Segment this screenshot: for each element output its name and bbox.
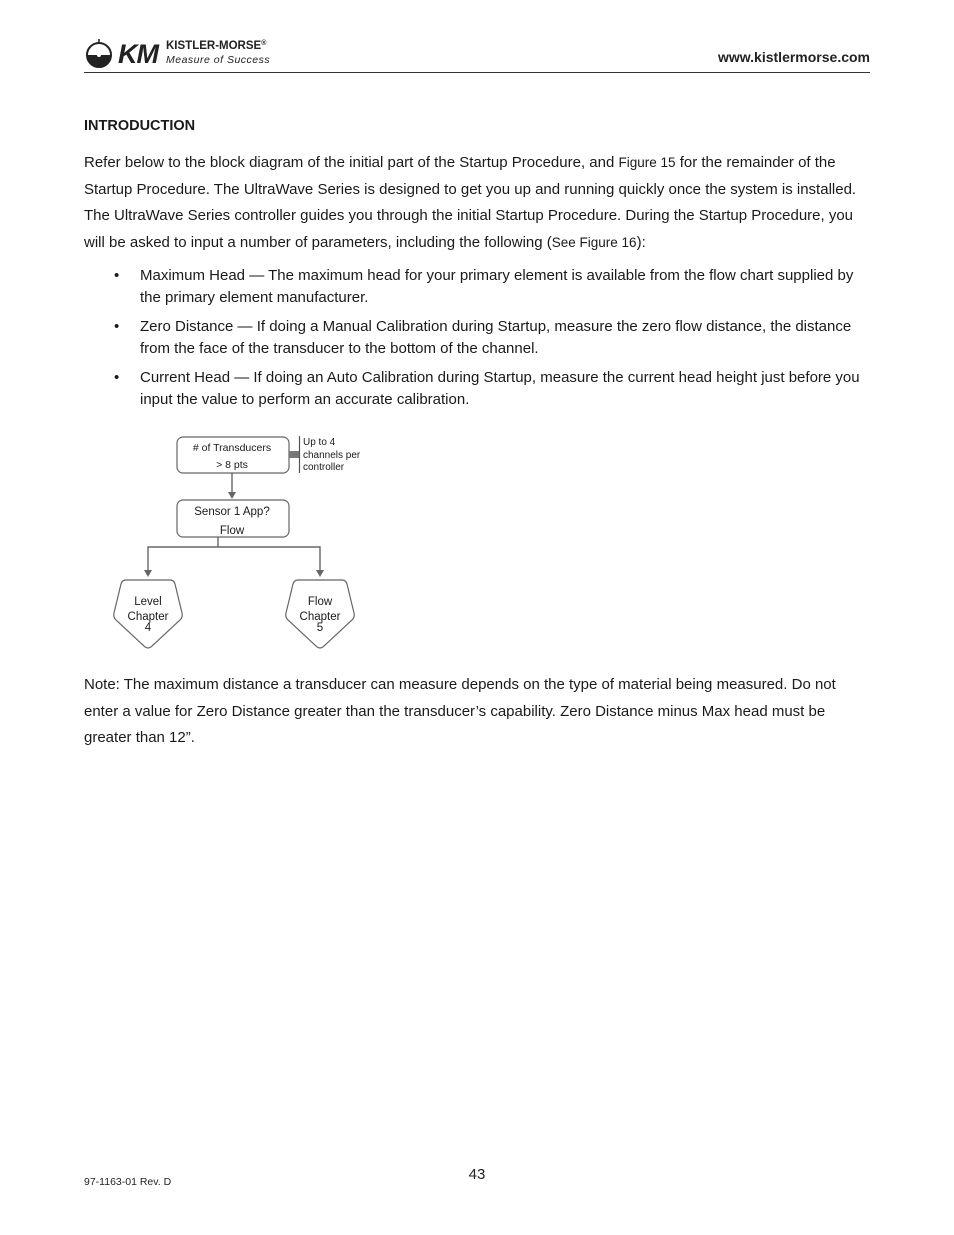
figure-15-reference: Figure 15	[618, 155, 676, 170]
intro-text-1: Refer below to the block diagram of the initial part of the Startup Procedure, and	[84, 154, 619, 171]
registered-mark: ®	[261, 40, 267, 47]
company-logo	[84, 36, 284, 70]
list-item-text: Zero Distance — If doing a Manual Calibration during Startup, measure the zero flow distance, the distance from the face of the transducer to the bottom of the channel.	[140, 318, 852, 357]
startup-block-diagram	[84, 432, 404, 657]
flow-chapter-line-2: Chapter	[299, 611, 341, 623]
list-item-text: Maximum Head — The maximum head for your primary element is available from the flow chart supplied by the primary element manufacturer.	[140, 267, 854, 306]
level-chapter-line-1: Level	[134, 596, 162, 608]
side-note-line-3: controller	[303, 462, 345, 473]
flow-chapter-line-3: 5	[316, 622, 324, 634]
list-item	[114, 367, 870, 411]
section-title: INTRODUCTION	[84, 118, 196, 134]
logo-gauge-icon	[84, 38, 114, 68]
parameter-list	[84, 265, 870, 411]
list-item-text: Current Head — If doing an Auto Calibration during Startup, measure the current head height just before you input the value to perform an accurate calibration.	[140, 369, 860, 408]
level-chapter-line-3: 4	[144, 622, 152, 634]
side-note-connector	[289, 451, 299, 458]
flow-chapter-line-1: Flow	[307, 596, 333, 608]
transducers-box-value: > 8 pts	[216, 459, 248, 471]
logo-tagline: Measure of Success	[166, 54, 271, 66]
level-chapter-line-2: Chapter	[127, 611, 169, 623]
document-number: 97-1163-01 Rev. D	[84, 1176, 172, 1188]
arrow-head-icon	[316, 570, 324, 577]
page-header	[84, 34, 870, 73]
figure-16-reference: See Figure 16	[551, 234, 637, 250]
arrow-head-icon	[228, 492, 236, 499]
list-item	[114, 265, 870, 309]
arrow-head-icon	[144, 570, 152, 577]
intro-text-2: for the remainder of the Startup Procedure. The UltraWave Series is designed to get you up and running quickly once the system is installed. The UltraWave Series controller guides you through the initial Startup Procedure. During the Startup Procedure, you will be asked to input a number of parameters, including the following (	[84, 154, 857, 251]
bullet-symbol: •	[114, 267, 120, 284]
sensor-app-box-value: Flow	[219, 525, 245, 537]
bullet-symbol: •	[114, 369, 120, 386]
list-item	[114, 316, 870, 360]
website-url: www.kistlermorse.com	[718, 49, 870, 65]
diagram-canvas	[84, 432, 404, 657]
main-content	[84, 118, 870, 418]
transducers-box-label: # of Transducers	[192, 442, 272, 454]
side-note-line-1: Up to 4	[303, 437, 336, 448]
note-paragraph: Note: The maximum distance a transducer can measure depends on the type of material being measured. Do not enter a value for Zero Distance greater than the transducer’s capability. Zero Distance minus Max head must be greater than 12”.	[84, 676, 836, 746]
sensor-app-box-label: Sensor 1 App?	[194, 506, 270, 518]
logo-name-text: KISTLER-MORSE	[166, 40, 262, 52]
logo-initials: KM	[118, 39, 158, 69]
intro-paragraph	[84, 150, 870, 256]
page-number: 43	[468, 1166, 486, 1183]
side-note-line-2: channels per	[303, 450, 361, 461]
intro-text-3: ):	[636, 233, 646, 251]
branch-line	[148, 547, 320, 572]
bullet-symbol: •	[114, 318, 120, 335]
logo-company-name	[166, 40, 266, 52]
